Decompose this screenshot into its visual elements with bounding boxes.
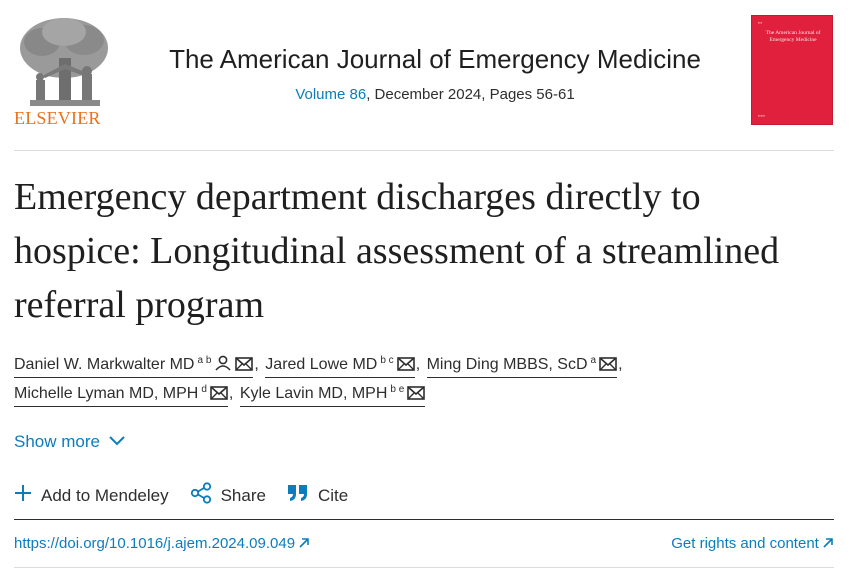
affiliation-marks: b c [380, 355, 394, 366]
author-name: Michelle Lyman MD, MPH [14, 385, 199, 402]
add-to-mendeley-button[interactable] [14, 484, 169, 507]
author-name: Ming Ding MBBS, ScD [426, 356, 588, 373]
envelope-icon [407, 386, 425, 406]
envelope-icon [397, 357, 415, 377]
cite-button[interactable] [287, 484, 348, 507]
plus-icon [14, 484, 32, 507]
author-separator: , [228, 385, 234, 402]
doi-text: https://doi.org/10.1016/j.ajem.2024.09.049 [14, 535, 296, 552]
add-to-mendeley-label: Add to Mendeley [41, 485, 169, 505]
affiliation-marks: a [590, 355, 597, 366]
share-button[interactable] [190, 482, 266, 509]
author-link[interactable] [14, 351, 253, 378]
actions-divider [14, 519, 834, 520]
doi-link[interactable] [14, 535, 309, 552]
footer-divider [14, 567, 834, 568]
author-separator: , [618, 356, 623, 373]
quote-icon [287, 484, 309, 507]
cover-title: The American Journal of Emergency Medicine [765, 30, 821, 43]
volume-link[interactable]: Volume 86 [295, 86, 367, 103]
cite-label: Cite [317, 485, 349, 505]
person-icon [214, 355, 232, 377]
author-link[interactable] [265, 351, 414, 378]
author-link[interactable] [14, 380, 228, 407]
article-actions [14, 482, 369, 509]
affiliation-marks: b e [390, 384, 405, 395]
journal-cover-thumbnail[interactable] [751, 15, 833, 125]
author-name: Kyle Lavin MD, MPH [239, 385, 388, 402]
author-separator: , [415, 356, 421, 373]
author-name: Jared Lowe MD [265, 356, 378, 373]
cover-decoration-top: ▪▪▪ [758, 20, 763, 25]
article-title: Emergency department discharges directly to hospice: Longitudinal assessment of a streamlined referral program [14, 176, 780, 326]
issue-details: , December 2024, Pages 56-61 [366, 86, 575, 103]
rights-text: Get rights and content [671, 535, 819, 552]
affiliation-marks: a b [197, 355, 212, 366]
journal-title[interactable]: The American Journal of Emergency Medicine [169, 44, 701, 74]
envelope-icon [599, 357, 617, 377]
share-icon [190, 482, 212, 509]
journal-header [0, 0, 855, 150]
publisher-name: ELSEVIER [14, 108, 101, 128]
rights-and-content-link[interactable] [671, 535, 833, 552]
cover-decoration-bottom: ▪▪▪▪▪ [758, 113, 766, 118]
arrow-up-right-icon [299, 535, 309, 552]
author-link[interactable] [240, 380, 426, 407]
chevron-down-icon [108, 432, 126, 452]
affiliation-marks: d [201, 384, 207, 395]
show-more-label: Show more [14, 432, 100, 451]
author-list [14, 350, 834, 408]
envelope-icon [210, 386, 228, 406]
issue-line [146, 86, 724, 103]
author-separator: , [254, 356, 259, 373]
share-label: Share [220, 485, 266, 505]
author-name: Daniel W. Markwalter MD [14, 356, 195, 373]
envelope-icon [235, 357, 253, 377]
arrow-up-right-icon [823, 535, 833, 552]
show-more-button[interactable] [14, 432, 126, 452]
header-divider [14, 150, 834, 151]
author-link[interactable] [427, 351, 618, 378]
